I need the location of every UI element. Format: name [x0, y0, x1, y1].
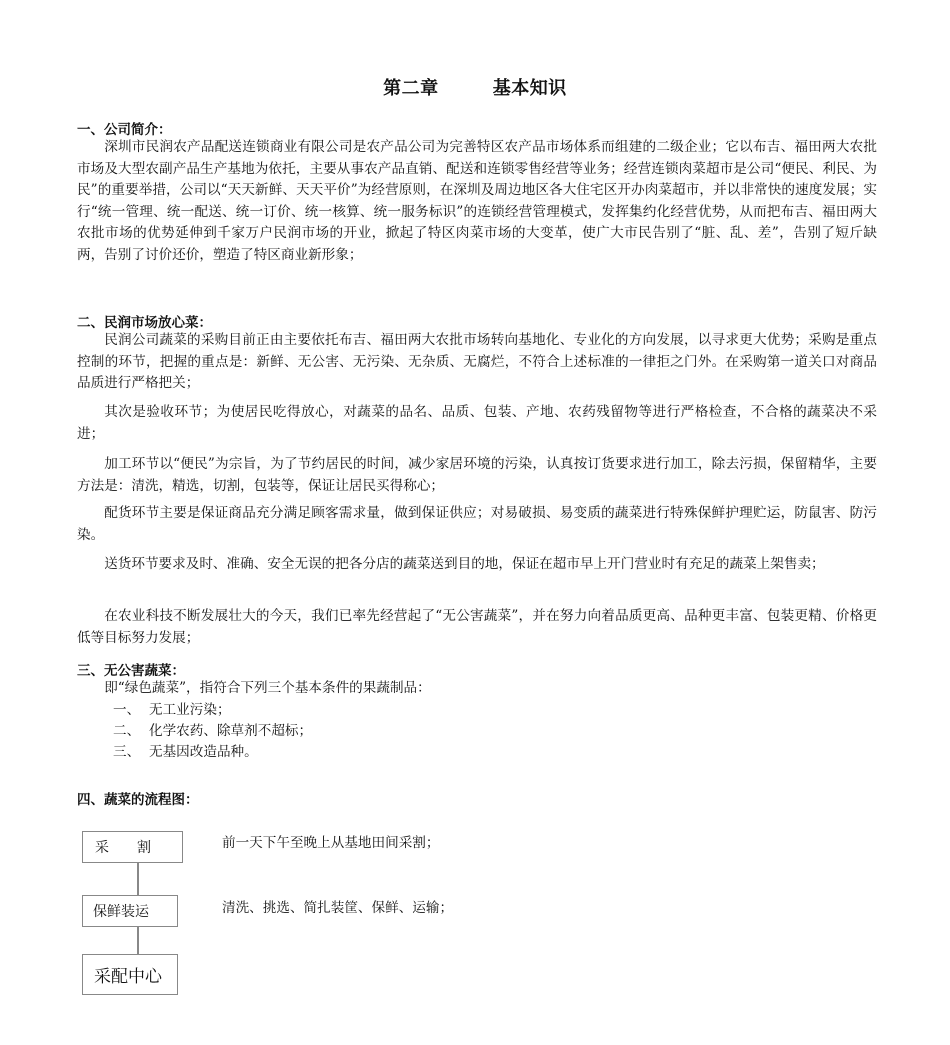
- section-heading-company-intro: 一、公司简介：: [77, 122, 172, 138]
- flow-step-transport: 保鲜装运: [82, 895, 178, 927]
- inspection-paragraph: 其次是验收环节；为使居民吃得放心，对蔬菜的品名、品质、包装、产地、农药残留物等进行严格检查，不合格的蔬菜决不采进；: [77, 404, 877, 442]
- distribution-paragraph: 配货环节主要是保证商品充分满足顾客需求量，做到保证供应；对易破损、易变质的蔬菜进行特殊保鲜护理贮运，防鼠害、防污染。: [77, 505, 877, 543]
- list-item: 一、 无工业污染；: [113, 702, 231, 718]
- processing-paragraph: 加工环节以“便民”为宗旨，为了节约居民的时间，减少家居环境的污染，认真按订货要求进行加工，除去污损，保留精华，主要方法是：清洗，精选，切割，包装等，保证让居民买得称心；: [77, 456, 877, 494]
- flow-note-harvest: 前一天下午至晚上从基地田间采割；: [222, 835, 440, 851]
- green-vegetable-intro: 即“绿色蔬菜”，指符合下列三个基本条件的果蔬制品：: [104, 680, 431, 696]
- list-item: 二、 化学农药、除草剂不超标；: [113, 723, 313, 739]
- procurement-paragraph: 民润公司蔬菜的采购目前正由主要依托布吉、福田两大农批市场转向基地化、专业化的方向发展，以寻求更大优势；采购是重点控制的环节，把握的重点是：新鲜、无公害、无污染、无杂质、无腐烂，不符合上述标准的一律拒之门外。在采购第一道关口对商品品质进行严格把关；: [77, 332, 877, 391]
- delivery-paragraph: 送货环节要求及时、准确、安全无误的把各分店的蔬菜送到目的地，保证在超市早上开门营业时有充足的蔬菜上架售卖；: [104, 556, 825, 572]
- company-intro-paragraph: 深圳市民润农产品配送连锁商业有限公司是农产品公司为完善特区农产品市场体系而组建的二级企业；它以布吉、福田两大农批市场及大型农副产品生产基地为依托，主要从事农产品直销、配送和连锁零售经营等业务；经营连锁肉菜超市是公司“便民、利民、为民”的重要举措，公司以“天天新鲜、天天平价”为经营原则，在深圳及周边地区各大住宅区开办肉菜超市，并以非常快的速度发展；实行“统一管理、统一配送、统一订价、统一核算、统一服务标识”的连锁经营管理模式，发挥集约化经营优势，从而把布吉、福田两大农批市场的优势延伸到千家万户民润市场的开业，掀起了特区肉菜市场的大变革，使广大市民告别了“脏、乱、差”，告别了短斤缺两，告别了讨价还价，塑造了特区商业新形象；: [77, 139, 877, 263]
- section-heading-flowchart: 四、蔬菜的流程图：: [77, 792, 199, 808]
- section-heading-safe-vegetables: 二、民润市场放心菜：: [77, 315, 212, 331]
- list-item: 三、 无基因改造品种。: [113, 744, 258, 760]
- pollution-free-paragraph: 在农业科技不断发展壮大的今天，我们已率先经营起了“无公害蔬菜”，并在努力向着品质更高、品种更丰富、包装更精、价格更低等目标努力发展；: [77, 608, 877, 646]
- chapter-title: 第二章 基本知识: [383, 78, 567, 99]
- section-heading-pollution-free: 三、无公害蔬菜：: [77, 663, 185, 679]
- flow-step-harvest: 采 割: [82, 831, 183, 863]
- flow-step-distribution-center: 采配中心: [82, 954, 178, 995]
- flow-note-transport: 清洗、挑选、简扎装筐、保鲜、运输；: [222, 900, 454, 916]
